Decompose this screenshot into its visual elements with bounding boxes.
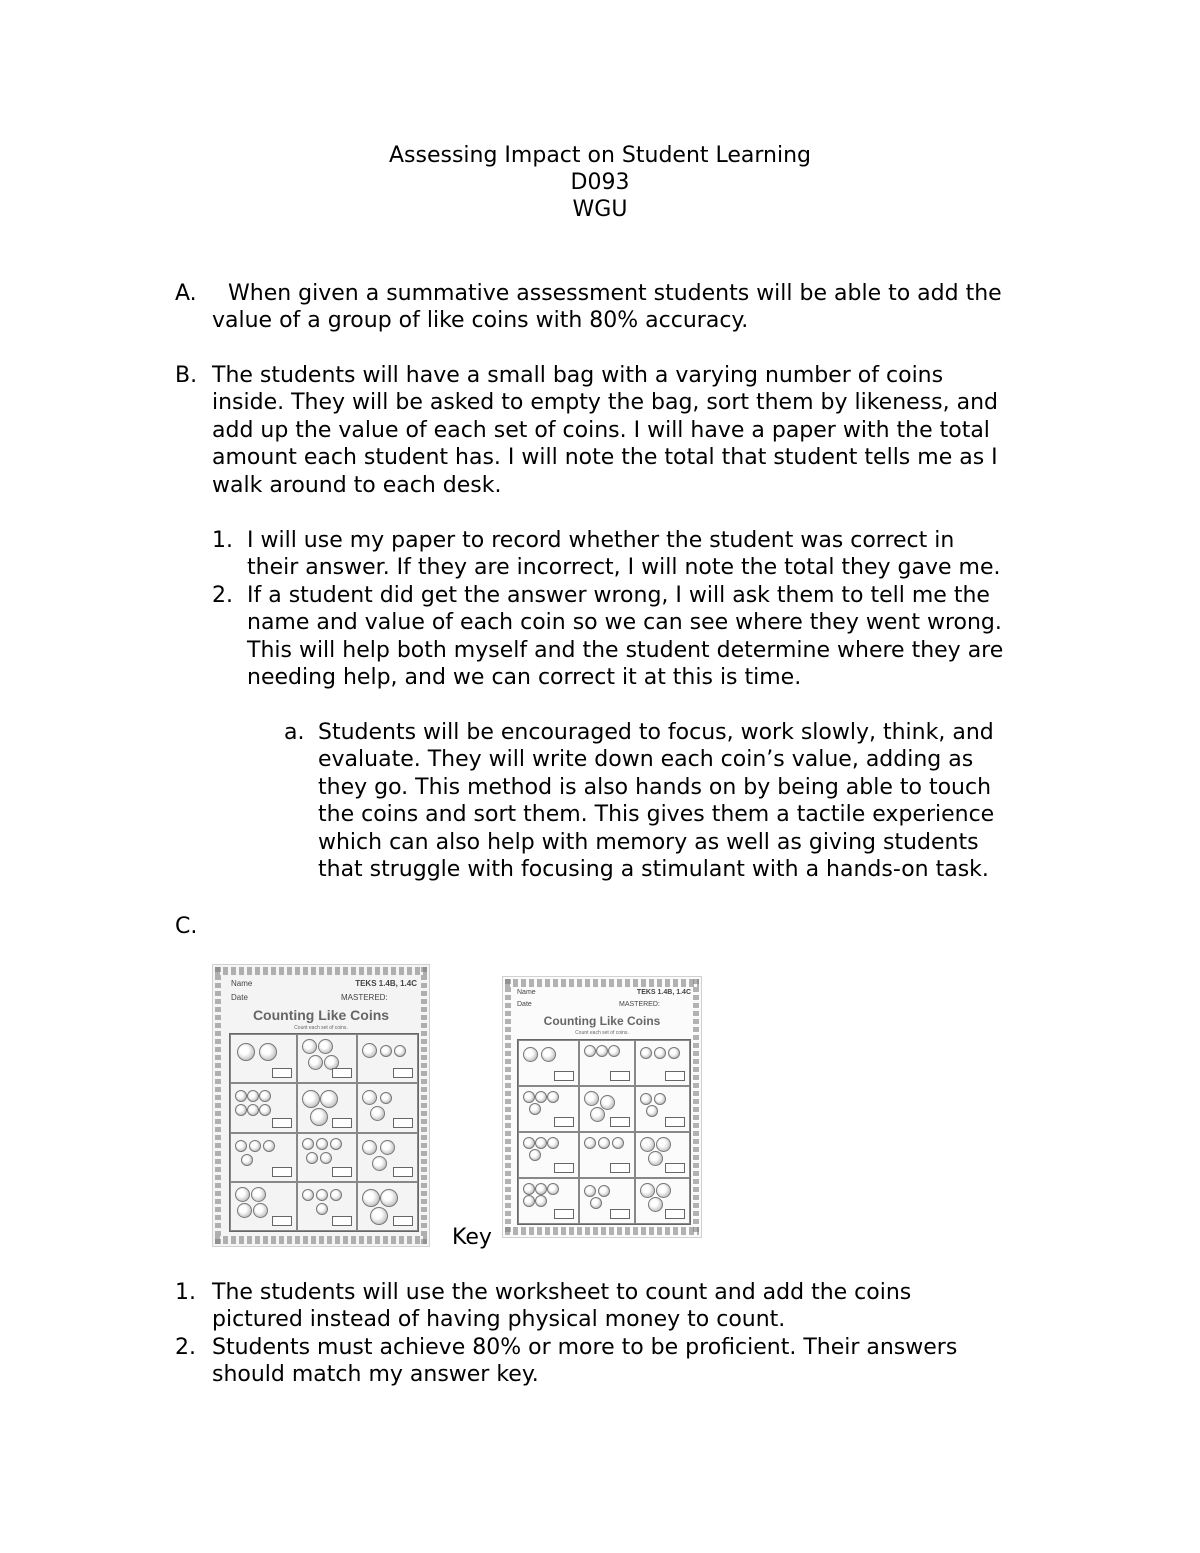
text-line: If a student did get the answer wrong, I will ask them to tell me the bbox=[247, 583, 990, 608]
coin-icon bbox=[253, 1203, 268, 1218]
coin-icon bbox=[656, 1183, 671, 1198]
coin-icon bbox=[648, 1151, 663, 1166]
list-marker: 1. bbox=[175, 1280, 196, 1305]
coin-icon bbox=[529, 1149, 541, 1161]
answer-box bbox=[272, 1167, 292, 1177]
answer-box bbox=[332, 1216, 352, 1226]
answer-box bbox=[332, 1167, 352, 1177]
text-line: This will help both myself and the student determine where they are bbox=[247, 637, 1004, 663]
answer-box bbox=[665, 1117, 685, 1127]
coin-icon bbox=[370, 1106, 385, 1121]
text-line: that struggle with focusing a stimulant with a hands-on task. bbox=[318, 857, 989, 883]
coin-icon bbox=[535, 1195, 547, 1207]
coin-cell bbox=[635, 1132, 690, 1178]
coin-icon bbox=[654, 1093, 666, 1105]
coin-cell bbox=[357, 1083, 418, 1132]
coin-cell bbox=[230, 1083, 297, 1132]
answer-box bbox=[393, 1167, 413, 1177]
coin-icon bbox=[547, 1183, 559, 1195]
answer-box bbox=[393, 1118, 413, 1128]
coin-icon bbox=[362, 1189, 380, 1207]
coin-cell bbox=[357, 1133, 418, 1182]
coin-icon bbox=[654, 1047, 666, 1059]
list-marker: 1. bbox=[212, 528, 233, 553]
answer-box bbox=[665, 1209, 685, 1219]
list-marker: 2. bbox=[175, 1335, 196, 1360]
coin-icon bbox=[330, 1138, 342, 1150]
coin-icon bbox=[316, 1138, 328, 1150]
answer-key-label: Key bbox=[452, 1225, 492, 1250]
coin-icon bbox=[306, 1152, 318, 1164]
coin-icon bbox=[523, 1091, 535, 1103]
text-line: Students must achieve 80% or more to be proficient. Their answers bbox=[212, 1335, 958, 1360]
coin-icon bbox=[247, 1090, 259, 1102]
coin-cell bbox=[635, 1178, 690, 1224]
list-item-text bbox=[318, 719, 1068, 883]
coin-icon bbox=[316, 1203, 328, 1215]
section-b-text bbox=[212, 362, 1072, 499]
coin-icon bbox=[584, 1137, 596, 1149]
coin-icon bbox=[235, 1140, 247, 1152]
coin-icon bbox=[598, 1137, 610, 1149]
coin-icon bbox=[535, 1137, 547, 1149]
coin-icon bbox=[370, 1207, 388, 1225]
coin-cell bbox=[579, 1086, 634, 1132]
coin-cell bbox=[518, 1178, 579, 1224]
text-line: needing help, and we can correct it at this is time. bbox=[247, 665, 802, 691]
coin-icon bbox=[263, 1140, 275, 1152]
text-line: inside. They will be asked to empty the bag, sort them by likeness, and bbox=[212, 390, 998, 416]
text-line: value of a group of like coins with 80% accuracy. bbox=[212, 308, 749, 334]
coin-icon bbox=[584, 1045, 596, 1057]
coin-icon bbox=[590, 1107, 605, 1122]
answer-box bbox=[272, 1118, 292, 1128]
coin-cell bbox=[230, 1182, 297, 1231]
list-item-text bbox=[247, 527, 1067, 582]
coin-icon bbox=[547, 1137, 559, 1149]
text-line: The students will have a small bag with a varying number of coins bbox=[212, 363, 944, 388]
coin-icon bbox=[259, 1104, 271, 1116]
text-line: they go. This method is also hands on by being able to touch bbox=[318, 774, 992, 800]
coin-icon bbox=[612, 1137, 624, 1149]
coin-icon bbox=[547, 1091, 559, 1103]
title-block bbox=[0, 142, 1200, 223]
text-line: evaluate. They will write down each coin’s value, adding as bbox=[318, 747, 974, 773]
worksheet-standard: TEKS 1.4B, 1.4C bbox=[355, 979, 417, 988]
section-b-marker: B. bbox=[175, 363, 198, 388]
text-line: name and value of each coin so we can see where they went wrong. bbox=[247, 610, 1002, 636]
coin-icon bbox=[302, 1189, 314, 1201]
worksheet-title: Counting Like Coins bbox=[543, 1014, 661, 1028]
coin-icon bbox=[362, 1043, 377, 1058]
worksheet-name-label: Name bbox=[517, 989, 536, 996]
answer-box bbox=[610, 1071, 630, 1081]
text-line: Students will be encouraged to focus, work slowly, think, and bbox=[318, 720, 994, 745]
coin-icon bbox=[247, 1104, 259, 1116]
coin-icon bbox=[302, 1138, 314, 1150]
coin-grid bbox=[229, 1033, 419, 1232]
section-a-text bbox=[212, 280, 1072, 335]
coin-icon bbox=[302, 1039, 317, 1054]
worksheet-title: Counting Like Coins bbox=[252, 1007, 390, 1023]
coin-icon bbox=[380, 1045, 392, 1057]
coin-icon bbox=[241, 1154, 253, 1166]
list-item-text bbox=[212, 1334, 1072, 1389]
worksheet-mastered-label: MASTERED: bbox=[619, 1001, 660, 1008]
coin-icon bbox=[259, 1090, 271, 1102]
coin-icon bbox=[259, 1043, 277, 1061]
worksheet-mastered-label: MASTERED: bbox=[341, 993, 388, 1002]
answer-box bbox=[393, 1216, 413, 1226]
answer-box bbox=[610, 1209, 630, 1219]
coin-cell bbox=[297, 1182, 358, 1231]
coin-icon bbox=[541, 1047, 556, 1062]
answer-box bbox=[554, 1163, 574, 1173]
course-code: D093 bbox=[570, 170, 630, 195]
coin-icon bbox=[523, 1183, 535, 1195]
coin-icon bbox=[310, 1108, 328, 1126]
coin-cell bbox=[518, 1040, 579, 1086]
coin-icon bbox=[320, 1152, 332, 1164]
coin-icon bbox=[523, 1047, 538, 1062]
coin-icon bbox=[251, 1187, 266, 1202]
text-line: which can also help with memory as well as giving students bbox=[318, 829, 979, 855]
coin-icon bbox=[380, 1140, 395, 1155]
worksheet-key-image bbox=[502, 976, 702, 1238]
answer-box bbox=[332, 1118, 352, 1128]
coin-icon bbox=[235, 1187, 250, 1202]
worksheet-date-label: Date bbox=[517, 1001, 532, 1008]
section-a-marker: A. bbox=[175, 281, 197, 306]
section-c-marker: C. bbox=[175, 914, 198, 939]
coin-cell bbox=[518, 1086, 579, 1132]
list-item-text bbox=[247, 582, 1067, 692]
worksheet-name-label: Name bbox=[231, 979, 253, 988]
worksheet-student-image bbox=[212, 964, 430, 1247]
coin-icon bbox=[362, 1140, 377, 1155]
answer-box bbox=[272, 1068, 292, 1078]
coin-cell bbox=[297, 1133, 358, 1182]
worksheet-date-label: Date bbox=[231, 993, 248, 1002]
coin-cell bbox=[357, 1182, 418, 1231]
coin-icon bbox=[584, 1185, 596, 1197]
coin-cell bbox=[230, 1034, 297, 1083]
text-line: the coins and sort them. This gives them a tactile experience bbox=[318, 802, 995, 828]
coin-icon bbox=[316, 1189, 328, 1201]
list-marker: 2. bbox=[212, 583, 233, 608]
coin-icon bbox=[648, 1197, 663, 1212]
answer-box bbox=[393, 1068, 413, 1078]
coin-icon bbox=[668, 1047, 680, 1059]
coin-icon bbox=[394, 1045, 406, 1057]
text-line: add up the value of each set of coins. I will have a paper with the total bbox=[212, 417, 990, 443]
coin-icon bbox=[302, 1090, 320, 1108]
coin-icon bbox=[308, 1055, 323, 1070]
text-line: pictured instead of having physical money to count. bbox=[212, 1307, 786, 1333]
coin-cell bbox=[635, 1086, 690, 1132]
dotted-border bbox=[505, 1227, 699, 1235]
coin-cell bbox=[297, 1034, 358, 1083]
answer-box bbox=[554, 1209, 574, 1219]
worksheet-subtitle: Count each set of coins. bbox=[575, 1030, 629, 1036]
coin-icon bbox=[372, 1156, 387, 1171]
coin-icon bbox=[535, 1091, 547, 1103]
worksheet-standard: TEKS 1.4B, 1.4C bbox=[636, 989, 691, 996]
coin-icon bbox=[237, 1203, 252, 1218]
answer-box bbox=[554, 1117, 574, 1127]
coin-cell bbox=[230, 1133, 297, 1182]
document-title: Assessing Impact on Student Learning bbox=[388, 143, 812, 168]
text-line: The students will use the worksheet to count and add the coins bbox=[212, 1280, 912, 1305]
coin-icon bbox=[535, 1183, 547, 1195]
dotted-border bbox=[215, 1236, 427, 1244]
coin-cell bbox=[579, 1040, 634, 1086]
text-line: I will use my paper to record whether the student was correct in bbox=[247, 528, 955, 553]
dotted-border bbox=[215, 967, 427, 975]
coin-icon bbox=[362, 1090, 377, 1105]
coin-icon bbox=[598, 1185, 610, 1197]
answer-box bbox=[665, 1071, 685, 1081]
list-item-text bbox=[212, 1279, 1072, 1334]
coin-icon bbox=[646, 1105, 658, 1117]
coin-icon bbox=[640, 1183, 655, 1198]
coin-cell bbox=[635, 1040, 690, 1086]
coin-icon bbox=[318, 1039, 333, 1054]
coin-icon bbox=[640, 1137, 655, 1152]
coin-icon bbox=[596, 1045, 608, 1057]
section-c bbox=[175, 913, 197, 940]
answer-box bbox=[610, 1117, 630, 1127]
text-line: amount each student has. I will note the total that student tells me as I bbox=[212, 445, 998, 471]
text-line: When given a summative assessment students will be able to add the bbox=[228, 281, 1002, 306]
coin-icon bbox=[380, 1092, 392, 1104]
text-line: should match my answer key. bbox=[212, 1362, 539, 1388]
coin-icon bbox=[656, 1137, 671, 1152]
coin-icon bbox=[380, 1189, 398, 1207]
coin-icon bbox=[235, 1090, 247, 1102]
coin-icon bbox=[237, 1043, 255, 1061]
coin-icon bbox=[608, 1045, 620, 1057]
dotted-border bbox=[505, 979, 699, 987]
coin-icon bbox=[584, 1091, 599, 1106]
coin-icon bbox=[529, 1103, 541, 1115]
coin-cell bbox=[357, 1034, 418, 1083]
answer-box bbox=[665, 1163, 685, 1173]
text-line: their answer. If they are incorrect, I will note the total they gave me. bbox=[247, 555, 1001, 581]
coin-icon bbox=[523, 1137, 535, 1149]
coin-icon bbox=[330, 1189, 342, 1201]
worksheet-subtitle: Count each set of coins. bbox=[294, 1025, 348, 1031]
coin-icon bbox=[235, 1104, 247, 1116]
coin-cell bbox=[579, 1178, 634, 1224]
coin-icon bbox=[640, 1047, 652, 1059]
list-marker: a. bbox=[284, 720, 305, 745]
answer-box bbox=[610, 1163, 630, 1173]
coin-icon bbox=[640, 1093, 652, 1105]
coin-cell bbox=[518, 1132, 579, 1178]
school-name: WGU bbox=[572, 197, 628, 222]
coin-icon bbox=[523, 1195, 535, 1207]
coin-icon bbox=[320, 1090, 338, 1108]
text-line: walk around to each desk. bbox=[212, 472, 502, 498]
coin-icon bbox=[249, 1140, 261, 1152]
coin-icon bbox=[590, 1197, 602, 1209]
answer-box bbox=[332, 1068, 352, 1078]
coin-cell bbox=[297, 1083, 358, 1132]
coin-cell bbox=[579, 1132, 634, 1178]
coin-grid bbox=[517, 1039, 691, 1225]
answer-box bbox=[554, 1071, 574, 1081]
answer-box bbox=[272, 1216, 292, 1226]
